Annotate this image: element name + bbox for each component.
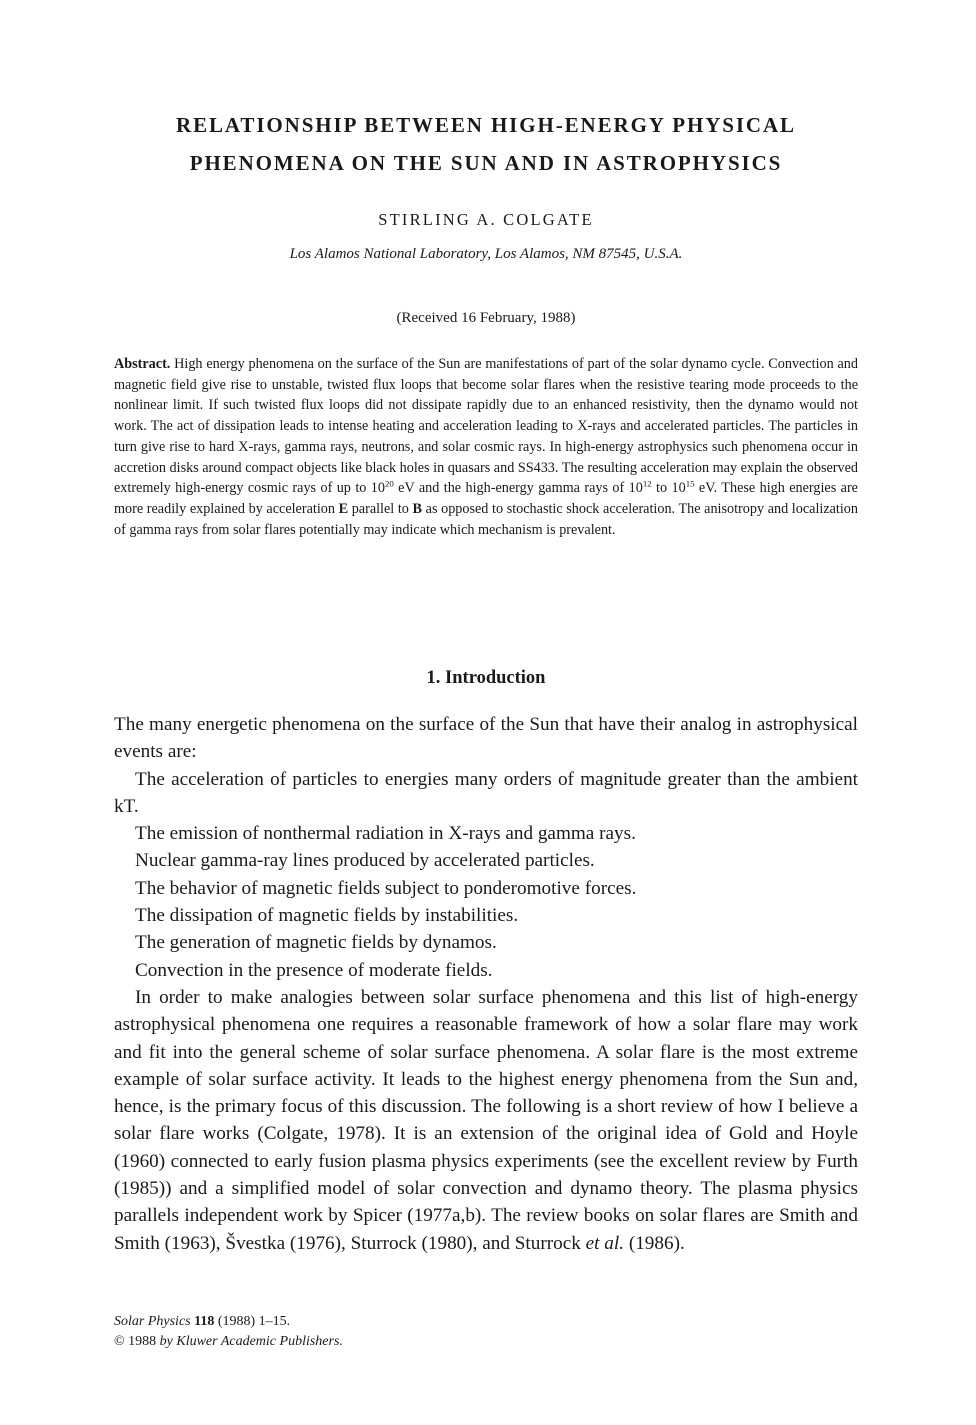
received-date: (Received 16 February, 1988)	[396, 310, 576, 326]
body-paragraph-last	[114, 984, 858, 1257]
abstract-exponent-2: 12	[642, 478, 652, 489]
journal-citation	[114, 1312, 858, 1332]
abstract-text-a: High energy phenomena on the surface of the Sun are manifestations of part of the solar dynamo cycle. Convection and magnetic field give rise to unstable, twisted flux loops that become solar flares when the resistive tearing mode proceeds to the nonlinear limit. If such twisted flux loops did not dissipate rapidly due to an enhanced resistivity, then the dynamo would not work. The act of dissipation leads to intense heating and acceleration leading to X-rays and accelerated particles. The particles in turn give rise to hard X-rays, gamma rays, neutrons, and solar cosmic rays. In high-energy astrophysics such phenomena occur in accretion disks around compact objects like black holes in quasars and SS433. The resulting acceleration may explain the observed extremely high-energy cosmic rays of up to 10	[114, 356, 858, 497]
title-line-1: RELATIONSHIP BETWEEN HIGH-ENERGY PHYSICAL	[176, 113, 796, 137]
author-affiliation: Los Alamos National Laboratory, Los Alamos, NM 87545, U.S.A.	[289, 246, 683, 262]
abstract-symbol-b: B	[412, 500, 423, 517]
journal-name: Solar Physics	[114, 1314, 191, 1329]
list-item: The emission of nonthermal radiation in X-rays and gamma rays.	[135, 823, 636, 845]
journal-pages: (1988) 1–15.	[214, 1314, 291, 1329]
abstract-text-e: parallel to	[348, 500, 413, 517]
abstract-exponent-1: 20	[384, 478, 394, 489]
list-item: The dissipation of magnetic fields by instabilities.	[135, 905, 519, 927]
page-footer	[114, 1312, 858, 1352]
paragraph-text-b: (1986).	[624, 1232, 685, 1254]
journal-volume: 118	[194, 1314, 215, 1329]
body-paragraph: The acceleration of particles to energies many orders of magnitude greater than the ambient kT.	[114, 768, 858, 817]
list-item: Nuclear gamma-ray lines produced by accelerated particles.	[135, 850, 595, 872]
title-line-2: PHENOMENA ON THE SUN AND IN ASTROPHYSICS	[189, 151, 783, 175]
abstract-text-d: eV. These high energies are more readily explained by acceleration	[114, 480, 858, 517]
paragraph-text-a: In order to make analogies between solar surface phenomena and this list of high-energy astrophysical phenomena one requires a reasonable framework of how a solar flare may work and fit into the general scheme of solar surface phenomena. A solar flare is the most extreme example of solar surface activity. It leads to the highest energy phenomena from the Sun and, hence, is the primary focus of this discussion. The following is a short review of how I believe a solar flare works (Colgate, 1978). It is an extension of the original idea of Gold and Hoyle (1960) connected to early fusion plasma physics experiments (see the excellent review by Furth (1985)) and a simplified model of solar convection and dynamo theory. The plasma physics parallels independent work by Spicer (1977a,b). The review books on solar flares are Smith and Smith (1963), Švestka (1976), Sturrock (1980), and Sturrock	[114, 986, 858, 1254]
body-paragraph: The many energetic phenomena on the surface of the Sun that have their analog in astrophysical events are:	[114, 714, 858, 763]
abstract	[114, 354, 858, 540]
abstract-text-c: to 10	[651, 480, 686, 497]
abstract-exponent-3: 15	[685, 478, 695, 489]
et-al-citation: et al.	[585, 1232, 625, 1254]
section-heading: 1. Introduction	[426, 668, 546, 688]
section-body	[114, 711, 858, 1257]
list-item: The generation of magnetic fields by dynamos.	[135, 932, 497, 954]
abstract-text-f: as opposed to stochastic shock acceleration. The anisotropy and localization of gamma rays from solar flares potentially may indicate which mechanism is prevalent.	[114, 500, 858, 538]
abstract-symbol-e: E	[338, 500, 349, 517]
abstract-text-b: eV and the high-energy gamma rays of 10	[393, 480, 643, 497]
copyright-icon: ©	[114, 1334, 125, 1349]
list-item: The behavior of magnetic fields subject to ponderomotive forces.	[135, 877, 637, 899]
author-name: STIRLING A. COLGATE	[378, 210, 594, 229]
list-item: Convection in the presence of moderate fields.	[135, 959, 493, 981]
publisher-name: by Kluwer Academic Publishers.	[159, 1334, 343, 1349]
abstract-label: Abstract.	[114, 356, 171, 372]
paper-title	[114, 106, 858, 182]
copyright-line	[114, 1332, 858, 1352]
copyright-year: 1988	[124, 1334, 160, 1349]
